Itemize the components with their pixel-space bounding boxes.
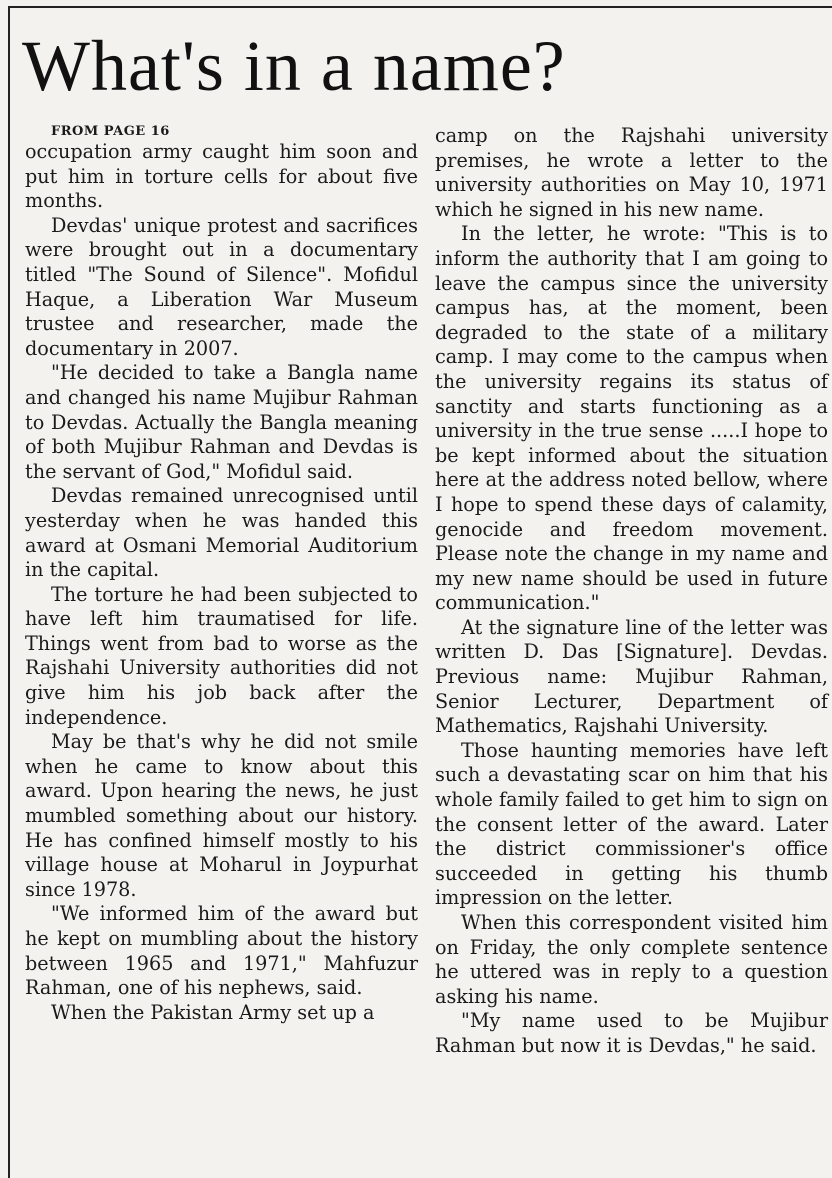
paragraph: At the signature line of the letter was written D. Das [Signature]. Devdas. Previous name: Mujibur Rahman, Senior Lecturer, Department of Mathematics, Rajshahi University. — [435, 615, 828, 738]
paragraph: Devdas' unique protest and sacrifices were brought out in a documentary titled "The Sound of Silence". Mofidul Haque, a Liberation War Museum trustee and researcher, made the documentary in 2007. — [25, 213, 418, 360]
paragraph: When this correspondent visited him on Friday, the only complete sentence he uttered was in reply to a question asking his name. — [435, 911, 828, 1008]
paragraph: "My name used to be Mujibur Rahman but now it is Devdas," he said. — [435, 1009, 828, 1057]
headline: What's in a name? — [22, 26, 566, 106]
paragraph: "He decided to take a Bangla name and changed his name Mujibur Rahman to Devdas. Actually the Bangla meaning of both Mujibur Rahman and Devdas is the servant of God," Mofidul said. — [25, 361, 418, 483]
paragraph: The torture he had been subjected to have left him traumatised for life. Things went from bad to worse as the Rajshahi University authorities did not give him his job back after the independence. — [25, 582, 418, 729]
paragraph: Those haunting memories have left such a devastating scar on him that his whole family failed to get him to sign on the consent letter of the award. Later the district commissioner's office succeeded in getting his thumb impression on the letter. — [435, 738, 828, 910]
paragraph: occupation army caught him soon and put him in torture cells for about five months. — [25, 140, 418, 213]
paragraph: May be that's why he did not smile when he came to know about this award. Upon hearing the news, he just mumbled something about our history. He has confined himself mostly to his village house at Moharul in Joypurhat since 1978. — [25, 730, 418, 901]
paragraph: Devdas remained unrecognised until yesterday when he was handed this award at Osmani Memorial Auditorium in the capital. — [25, 484, 418, 582]
right-column — [435, 124, 828, 1059]
paragraph: camp on the Rajshahi university premises, he wrote a letter to the university authorities on May 10, 1971 which he signed in his new name. — [435, 124, 828, 221]
kicker: FROM PAGE 16 — [51, 124, 170, 139]
left-column — [25, 124, 418, 1025]
paragraph: When the Pakistan Army set up a — [51, 1000, 375, 1024]
paragraph: "We informed him of the award but he kept on mumbling about the history between 1965 and 1971," Mahfuzur Rahman, one of his nephews, said. — [25, 902, 418, 1000]
paragraph: In the letter, he wrote: "This is to inform the authority that I am going to leave the campus since the university campus has, at the moment, been degraded to the state of a military camp. I may come to the campus when the university regains its status of sanctity and starts functioning as a university in the true sense .....I hope to be kept informed about the situation here at the address noted bellow, where I hope to spend these days of calamity, genocide and freedom movement. Please note the change in my name and my new name should be used in future communication." — [435, 222, 828, 615]
